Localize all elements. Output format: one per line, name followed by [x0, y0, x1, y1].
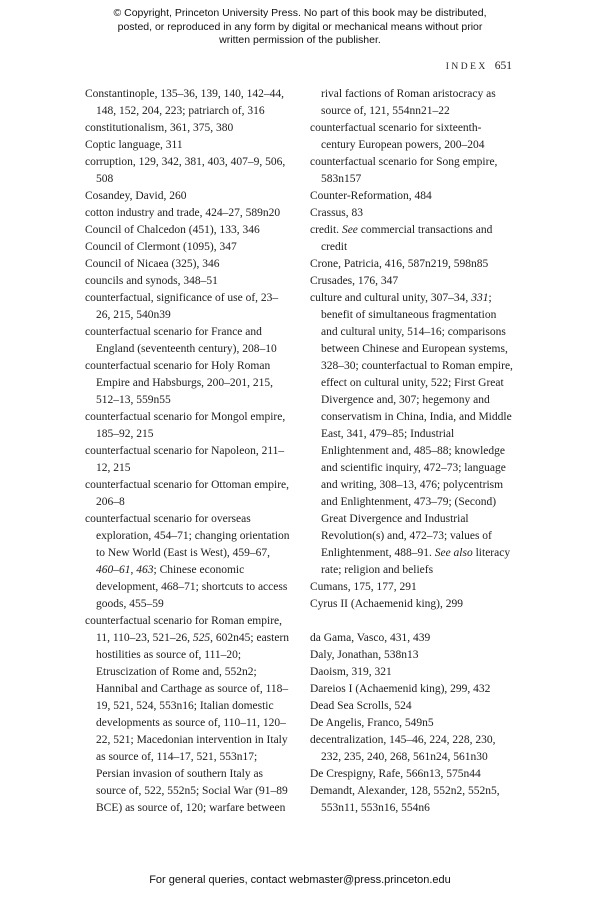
running-head-section-label: INDEX: [445, 62, 488, 72]
index-entry: Constantinople, 135–36, 139, 140, 142–44, 148, 152, 204, 223; patriarch of, 316: [85, 88, 285, 117]
index-entry: decentralization, 145–46, 224, 228, 230, 232, 235, 240, 268, 561n24, 561n30: [310, 734, 496, 763]
index-entry: counterfactual scenario for Napoleon, 211–12, 215: [85, 445, 285, 474]
index-entry: constitutionalism, 361, 375, 380: [85, 122, 234, 134]
index-entry: rival factions of Roman aristocracy as source of, 121, 554nn21–22: [321, 88, 496, 117]
index-entry: counterfactual scenario for overseas exploration, 454–71; changing orientation to New World (East is West), 459–67, 460–61, 463; Chinese economic development, 468–71; shortcuts to access goods, 455–59: [85, 513, 290, 610]
index-entry: Counter-Reformation, 484: [310, 190, 432, 202]
index-entry: counterfactual scenario for Ottoman empire, 206–8: [85, 479, 290, 508]
index-entry: Crassus, 83: [310, 207, 364, 219]
index-entry: counterfactual scenario for sixteenth-century European powers, 200–204: [310, 122, 485, 151]
index-entry: corruption, 129, 342, 381, 403, 407–9, 506, 508: [85, 156, 286, 185]
index-entry: Dead Sea Scrolls, 524: [310, 700, 412, 712]
index-column-right: [310, 86, 515, 817]
index-entry: Cosandey, David, 260: [85, 190, 187, 202]
index-entry: Cyrus II (Achaemenid king), 299: [310, 598, 463, 610]
index-entry: Council of Nicaea (325), 346: [85, 258, 220, 270]
index-entry: culture and cultural unity, 307–34, 331; benefit of simultaneous fragmentation and cultural unity, 514–16; comparisons between Chinese and European systems, 328–30; counterfactual to Roman empire, effect on cultural unity, 522; First Great Divergence and, 307; hegemony and conservatism in China, India, and Middle East, 341, 479–85; Industrial Enlightenment and, 485–88; knowledge and scientific inquiry, 472–73; language and writing, 308–13, 476; polycentrism and Enlightenment, 473–79; (Second) Great Divergence and Industrial Revolution(s) and, 472–73; values of Enlightenment, 488–91. See also literacy rate; religion and beliefs: [310, 292, 513, 576]
footer-query-note: For general queries, contact webmaster@press.princeton.edu: [149, 874, 451, 886]
index-entry: counterfactual scenario for France and England (seventeenth century), 208–10: [85, 326, 277, 355]
index-entry: Coptic language, 311: [85, 139, 183, 151]
index-columns: [85, 86, 515, 817]
index-entry: counterfactual, significance of use of, 23–26, 215, 540n39: [85, 292, 279, 321]
index-entry: da Gama, Vasco, 431, 439: [310, 632, 431, 644]
index-entry: Council of Clermont (1095), 347: [85, 241, 237, 253]
index-entry: Daoism, 319, 321: [310, 666, 392, 678]
index-column-left: [85, 86, 290, 817]
running-head-page-number: 651: [494, 60, 512, 72]
index-entry: counterfactual scenario for Roman empire, 11, 110–23, 521–26, 525, 602n45; eastern hostilities as source of, 111–20; Etruscization of Rome and, 552n2; Hannibal and Carthage as source of, 118–19, 521, 524, 553n16; Italian domestic developments as source of, 110–11, 120–22, 521; Macedonian intervention in Italy as source of, 114–17, 521, 553n17; Persian invasion of southern Italy as source of, 522, 552n5; Social War (91–89 BCE) as source of, 120; warfare between: [85, 615, 290, 814]
index-entry: Crone, Patricia, 416, 587n219, 598n85: [310, 258, 489, 270]
index-entry: counterfactual scenario for Holy Roman Empire and Habsburgs, 200–201, 215, 512–13, 559n55: [85, 360, 274, 406]
index-entry: De Angelis, Franco, 549n5: [310, 717, 434, 729]
index-entry: counterfactual scenario for Mongol empire, 185–92, 215: [85, 411, 286, 440]
running-head: [88, 56, 512, 74]
index-entry: counterfactual scenario for Song empire, 583n157: [310, 156, 498, 185]
index-entry: Demandt, Alexander, 128, 552n2, 552n5, 553n11, 553n16, 554n6: [310, 785, 500, 814]
index-entry: Daly, Jonathan, 538n13: [310, 649, 419, 661]
index-entry: credit. See commercial transactions and credit: [310, 224, 493, 253]
index-entry: councils and synods, 348–51: [85, 275, 218, 287]
index-entry: Cumans, 175, 177, 291: [310, 581, 417, 593]
index-entry: De Crespigny, Rafe, 566n13, 575n44: [310, 768, 481, 780]
index-entry: Crusades, 176, 347: [310, 275, 399, 287]
copyright-notice: © Copyright, Princeton University Press. No part of this book may be distributed, posted, or reproduced in any form by digital or mechanical means without prior written permission of the publisher.: [113, 7, 487, 47]
index-entry: Council of Chalcedon (451), 133, 346: [85, 224, 260, 236]
index-entry: Dareios I (Achaemenid king), 299, 432: [310, 683, 491, 695]
index-entry: cotton industry and trade, 424–27, 589n20: [85, 207, 281, 219]
